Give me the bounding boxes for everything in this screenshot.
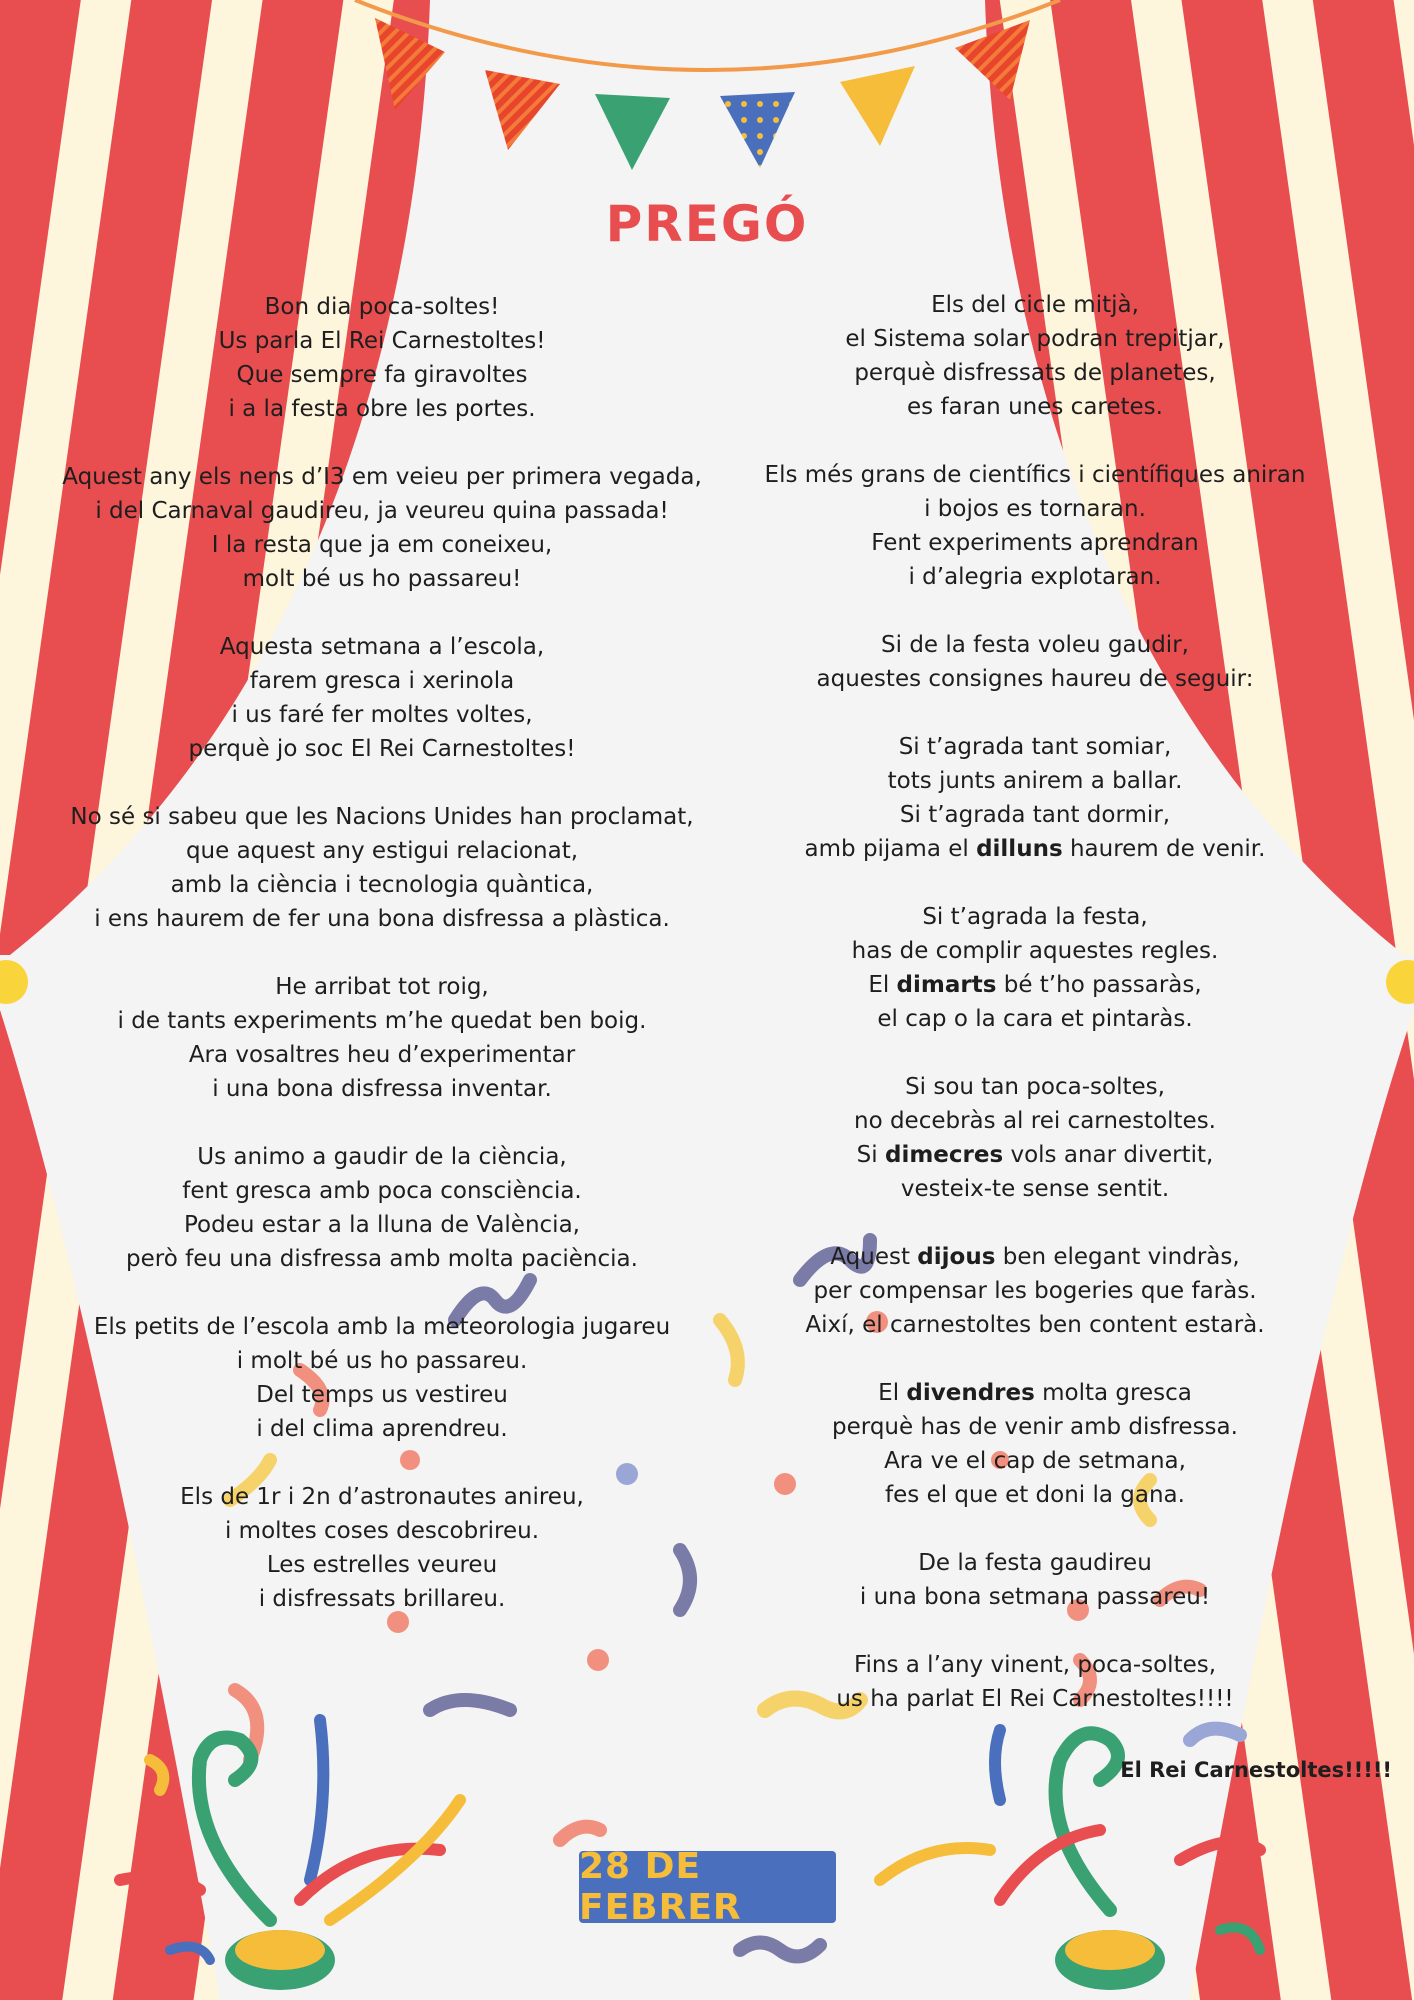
weekday-highlight: dimecres [884,1142,1004,1168]
verse-text: El [878,1380,907,1406]
verse-text: us ha parlat El Rei Carnestoltes!!!! [836,1686,1234,1712]
verse-line [760,1138,1310,1172]
stanza [760,1546,1310,1614]
verse-text: Fins a l’any vinent, poca-soltes, [853,1652,1217,1678]
verse-text: el cap o la cara et pintaràs. [877,1006,1193,1032]
verse-line: Ara vosaltres heu d’experimentar [188,1042,576,1068]
verse-text: i una bona setmana passareu! [859,1584,1211,1610]
verse-line [760,628,1310,662]
stanza [760,458,1310,594]
stanza [760,900,1310,1036]
verse-line [760,662,1310,696]
verse-text: perquè disfressats de planetes, [854,360,1216,386]
verse-line: però feu una disfressa amb molta paciència. [126,1246,638,1272]
verse-text: aquestes consignes haureu de seguir: [816,666,1254,692]
verse-text: es faran unes caretes. [907,394,1163,420]
verse-line: perquè jo soc El Rei Carnestoltes! [188,736,576,762]
stanza [760,1376,1310,1512]
verse-text: Els del cicle mitjà, [931,292,1139,318]
verse-text: Ara ve el cap de setmana, [884,1448,1186,1474]
verse-text: i bojos es tornaran. [924,496,1146,522]
verse-text: molta gresca [1034,1380,1192,1406]
stanza [62,460,702,596]
verse-line: Els de 1r i 2n d’astronautes anireu, [180,1484,584,1510]
signature: El Rei Carnestoltes!!!!! [1120,1758,1392,1782]
verse-line: amb la ciència i tecnologia quàntica, [170,872,594,898]
verse-line [760,798,1310,832]
verse-line [760,1240,1310,1274]
popper-left [225,1930,335,1990]
verse-text: Aquest [830,1244,918,1270]
verse-text: perquè has de venir amb disfressa. [832,1414,1238,1440]
poem-left-column [62,290,702,1650]
verse-line: He arribat tot roig, [275,974,489,1000]
weekday-highlight: dimarts [896,972,997,998]
verse-line: i ens haurem de fer una bona disfressa a plàstica. [94,906,670,932]
verse-line: Que sempre fa giravoltes [236,362,528,388]
verse-line: Podeu estar a la lluna de València, [184,1212,580,1238]
verse-line [760,1308,1310,1342]
verse-line [760,900,1310,934]
verse-line [760,1580,1310,1614]
verse-line: Del temps us vestireu [256,1382,508,1408]
verse-line [760,730,1310,764]
popper-right [1055,1930,1165,1990]
verse-line [760,1376,1310,1410]
bunting [355,0,1060,170]
verse-line: farem gresca i xerinola [249,668,515,694]
weekday-highlight: dijous [917,1244,996,1270]
weekday-highlight: divendres [906,1380,1035,1406]
verse-line [760,322,1310,356]
verse-line: Les estrelles veureu [266,1552,498,1578]
verse-line: Bon dia poca-soltes! [264,294,500,320]
verse-line [760,458,1310,492]
weekday-highlight: dilluns [976,836,1063,862]
stanza [760,1070,1310,1206]
verse-text: Si [856,1142,885,1168]
verse-line: i molt bé us ho passareu. [236,1348,528,1374]
verse-line [760,1002,1310,1036]
stanza [62,800,702,936]
right-tieback [1386,960,1414,1004]
verse-line [760,526,1310,560]
verse-line: Aquest any els nens d’I3 em veieu per primera vegada, [62,464,702,490]
verse-text: Si t’agrada tant somiar, [898,734,1172,760]
verse-text: Si t’agrada la festa, [922,904,1148,930]
verse-line: i a la festa obre les portes. [228,396,536,422]
verse-line [760,288,1310,322]
verse-line [760,1546,1310,1580]
verse-text: tots junts anirem a ballar. [887,768,1183,794]
verse-text: has de complir aquestes regles. [851,938,1219,964]
verse-text: fes el que et doni la gana. [885,1482,1185,1508]
stanza [760,288,1310,424]
verse-text: el Sistema solar podran trepitjar, [845,326,1225,352]
verse-line [760,1444,1310,1478]
verse-line [760,1070,1310,1104]
verse-text: El [868,972,897,998]
stanza [62,970,702,1106]
verse-line [760,1274,1310,1308]
verse-text: Els més grans de científics i científiques aniran [764,462,1306,488]
page-title: PREGÓ [605,195,809,253]
verse-line: fent gresca amb poca consciència. [182,1178,582,1204]
verse-line: que aquest any estigui relacionat, [185,838,579,864]
verse-line: I la resta que ja em coneixeu, [211,532,553,558]
verse-text: vesteix-te sense sentit. [900,1176,1170,1202]
stanza [62,630,702,766]
verse-line [760,1172,1310,1206]
verse-line [760,390,1310,424]
verse-line [760,1648,1310,1682]
verse-line [760,1410,1310,1444]
verse-line: i del Carnaval gaudireu, ja veureu quina passada! [95,498,669,524]
stanza [760,1240,1310,1342]
verse-line [760,492,1310,526]
verse-line [760,1682,1310,1716]
verse-line: Us parla El Rei Carnestoltes! [218,328,546,354]
verse-text: Així, el carnestoltes ben content estarà. [805,1312,1265,1338]
verse-line: i una bona disfressa inventar. [212,1076,552,1102]
stanza [62,1480,702,1616]
verse-line [760,968,1310,1002]
verse-text: amb pijama el [804,836,977,862]
verse-text: haurem de venir. [1062,836,1266,862]
verse-text: Si sou tan poca-soltes, [905,1074,1165,1100]
stanza [760,628,1310,696]
verse-line: i de tants experiments m’he quedat ben boig. [117,1008,647,1034]
verse-line: Aquesta setmana a l’escola, [219,634,545,660]
stanza [760,1648,1310,1716]
verse-text: Fent experiments aprendran [871,530,1199,556]
verse-line [760,560,1310,594]
date-badge [579,1846,836,1928]
verse-line [760,832,1310,866]
verse-text: Si de la festa voleu gaudir, [881,632,1189,658]
verse-line: Els petits de l’escola amb la meteorologia jugareu [93,1314,671,1340]
poem-right-column [760,288,1310,1750]
verse-text: no decebràs al rei carnestoltes. [854,1108,1216,1134]
verse-text: per compensar les bogeries que faràs. [813,1278,1257,1304]
verse-text: i d’alegria explotaran. [908,564,1162,590]
verse-line: molt bé us ho passareu! [242,566,522,592]
date-badge-label: 28 DE FEBRER [579,1846,742,1928]
verse-line: Us animo a gaudir de la ciència, [197,1144,567,1170]
verse-line: i disfressats brillareu. [258,1586,506,1612]
stanza [62,1310,702,1446]
verse-line: i us faré fer moltes voltes, [231,702,533,728]
verse-line: No sé si sabeu que les Nacions Unides han proclamat, [70,804,694,830]
left-tieback [0,960,28,1004]
stanza [62,1140,702,1276]
verse-text: Si t’agrada tant dormir, [899,802,1171,828]
verse-line [760,1104,1310,1138]
verse-line [760,934,1310,968]
verse-text: ben elegant vindràs, [995,1244,1240,1270]
verse-line: i del clima aprendreu. [256,1416,508,1442]
verse-line [760,764,1310,798]
verse-line: i moltes coses descobrireu. [224,1518,540,1544]
verse-text: De la festa gaudireu [918,1550,1152,1576]
verse-line [760,1478,1310,1512]
stanza [760,730,1310,866]
verse-text: bé t’ho passaràs, [996,972,1202,998]
verse-line [760,356,1310,390]
stanza [62,290,702,426]
verse-text: vols anar divertit, [1003,1142,1214,1168]
